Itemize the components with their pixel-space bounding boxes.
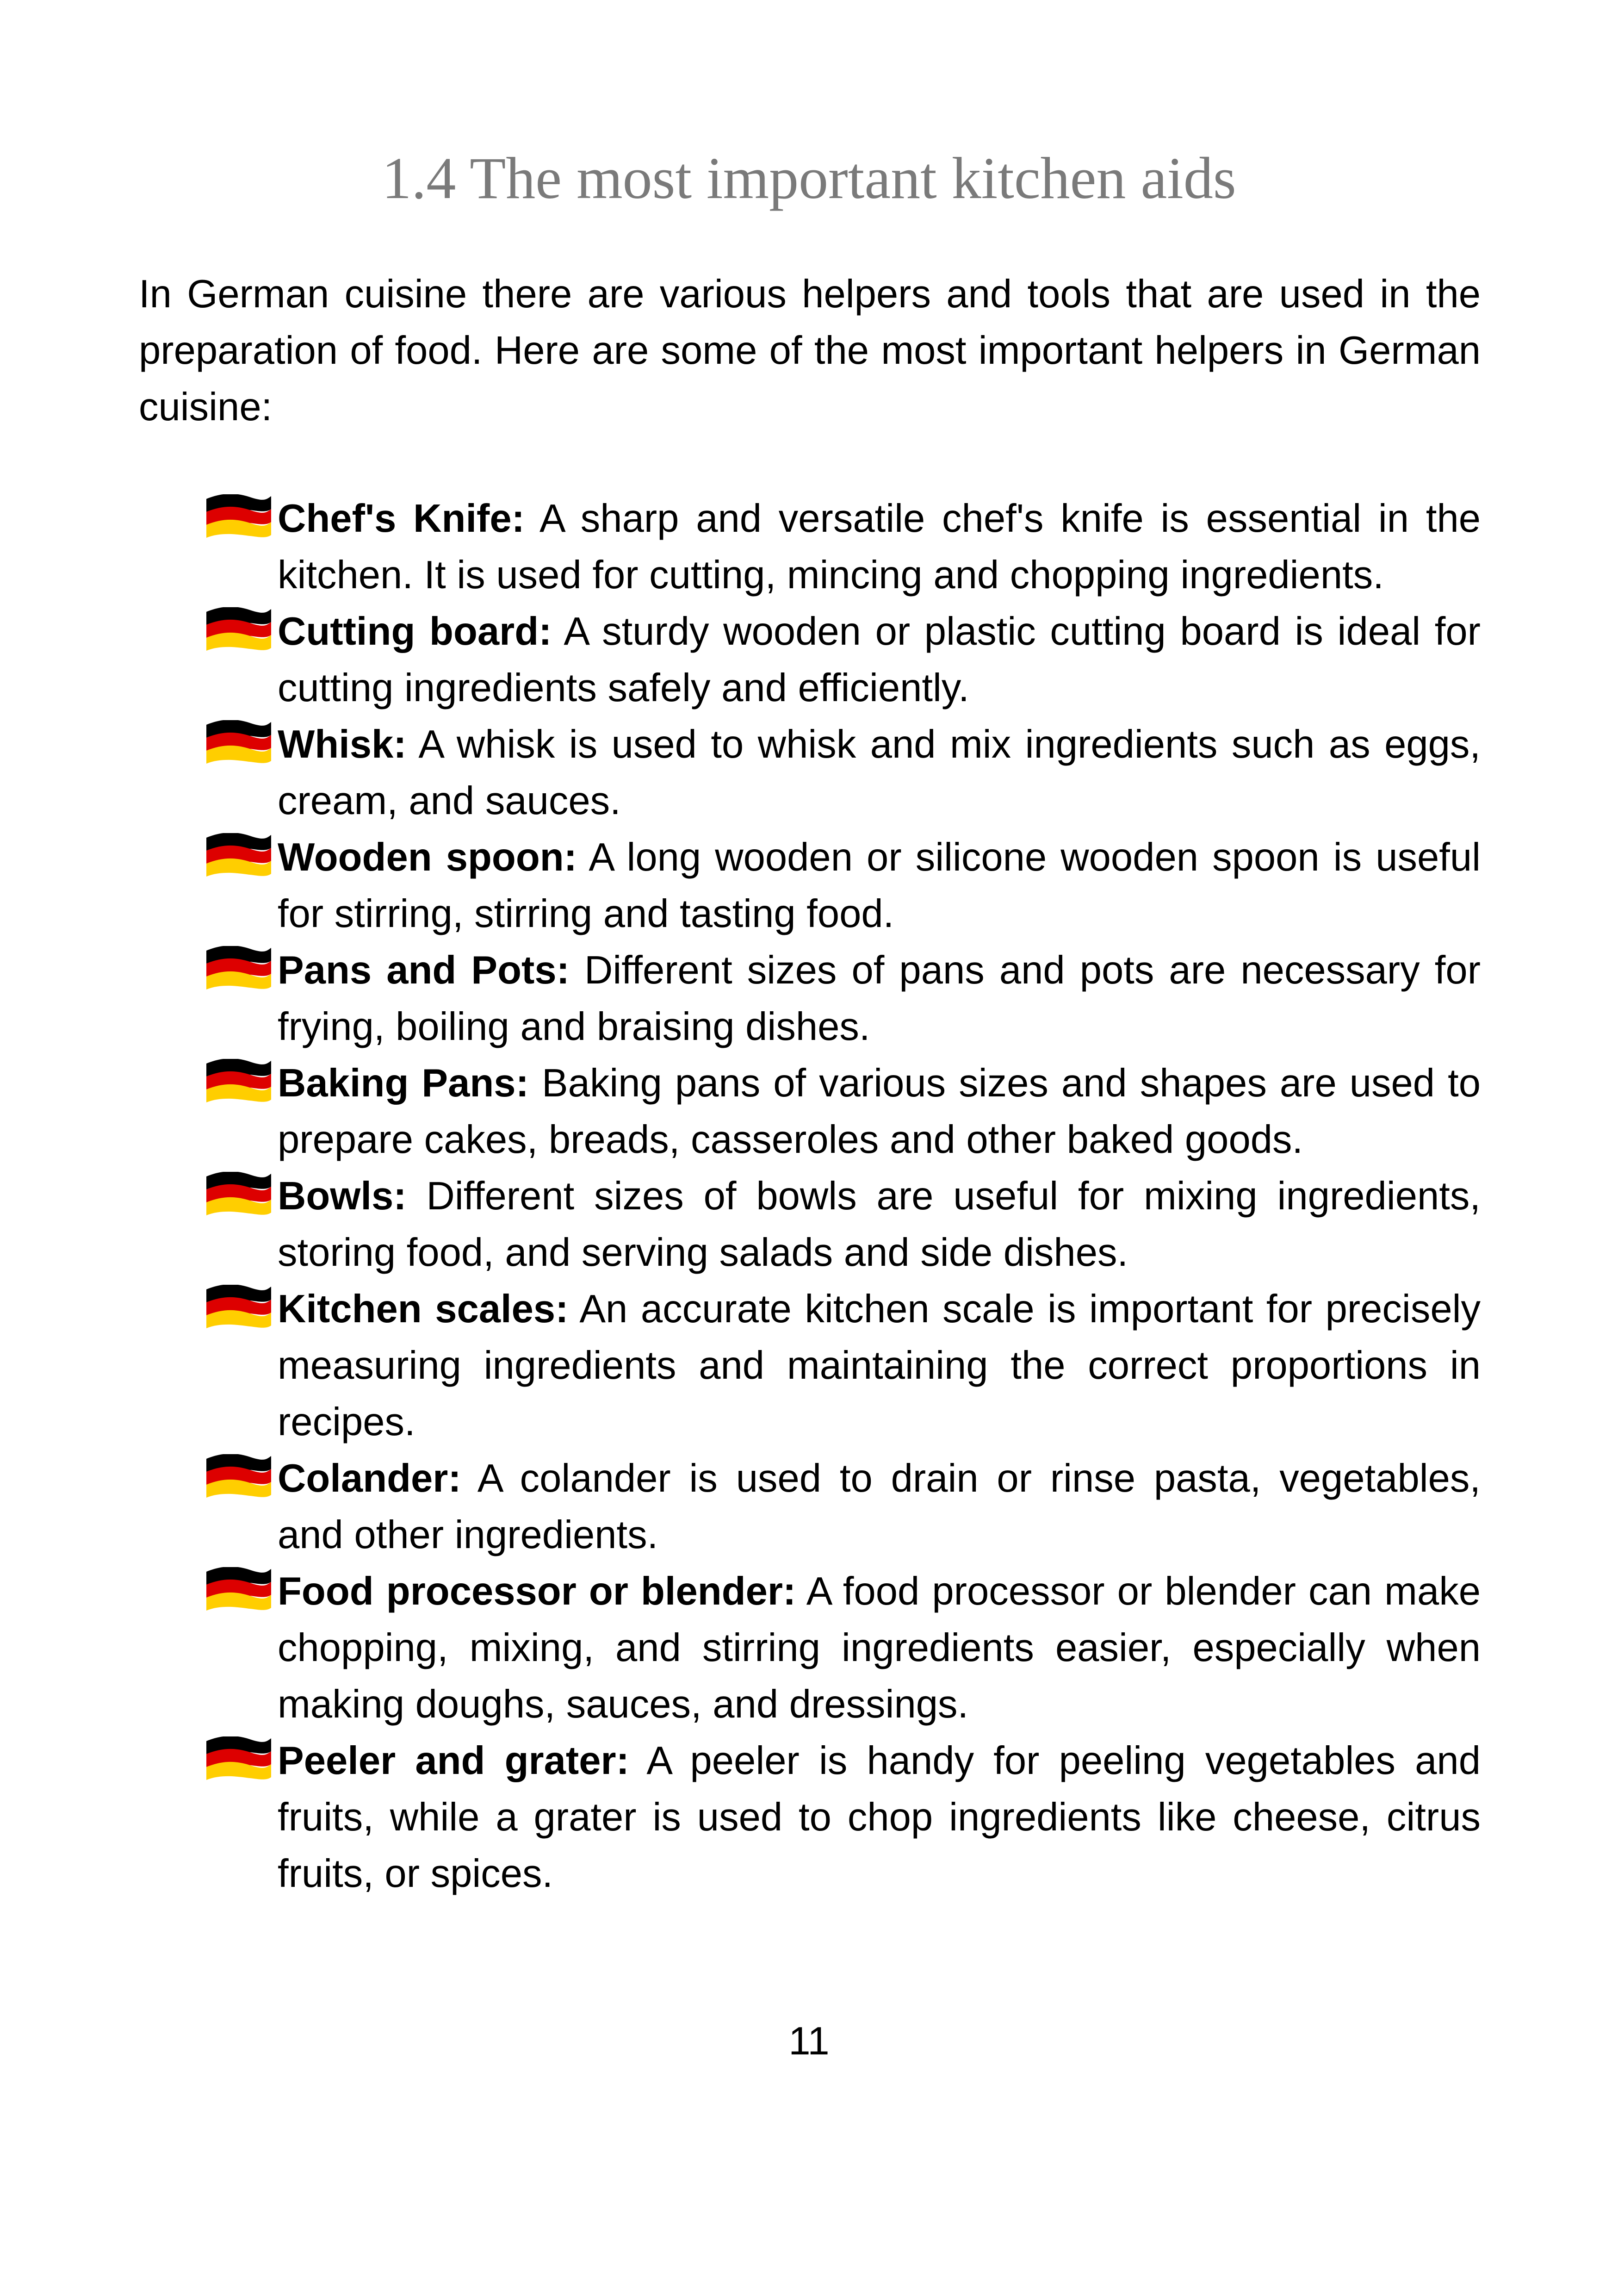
german-flag-icon xyxy=(204,1454,273,1499)
item-term: Pans and Pots: xyxy=(278,948,570,992)
section-heading: 1.4 The most important kitchen aids xyxy=(382,145,1236,211)
list-item xyxy=(204,491,1481,604)
item-term: Colander: xyxy=(278,1456,461,1500)
list-item xyxy=(204,829,1481,942)
list-item xyxy=(204,604,1481,716)
page-number: 11 xyxy=(788,2019,830,2063)
list-item xyxy=(204,716,1481,829)
list-item xyxy=(204,1281,1481,1450)
item-description: A sturdy wooden or plastic cutting board is ideal for cutting ingredients safely and efficiently. xyxy=(278,610,1481,710)
item-description: A long wooden or silicone wooden spoon is useful for stirring, stirring and tasting food. xyxy=(278,835,1481,936)
german-flag-icon xyxy=(204,1736,273,1781)
item-term: Chef's Knife: xyxy=(278,497,525,541)
item-term: Bowls: xyxy=(278,1174,407,1218)
german-flag-icon xyxy=(204,607,273,652)
item-description: A whisk is used to whisk and mix ingredients such as eggs, cream, and sauces. xyxy=(278,722,1481,823)
german-flag-icon xyxy=(204,833,273,877)
item-description: A food processor or blender can make chopping, mixing, and stirring ingredients easier, especially when making doughs, sauces, and dressings. xyxy=(278,1569,1481,1726)
item-term: Kitchen scales: xyxy=(278,1287,569,1331)
item-description: An accurate kitchen scale is important for precisely measuring ingredients and maintaining the correct proportions in recipes. xyxy=(278,1287,1481,1444)
item-term: Baking Pans: xyxy=(278,1061,529,1105)
item-description: A peeler is handy for peeling vegetables and fruits, while a grater is used to chop ingredients like cheese, citrus fruits, or spices. xyxy=(278,1739,1481,1896)
item-description: A colander is used to drain or rinse pasta, vegetables, and other ingredients. xyxy=(278,1456,1481,1557)
list-item xyxy=(204,1450,1481,1563)
item-description: Different sizes of pans and pots are necessary for frying, boiling and braising dishes. xyxy=(278,948,1481,1049)
german-flag-icon xyxy=(204,494,273,539)
item-description: Different sizes of bowls are useful for mixing ingredients, storing food, and serving salads and side dishes. xyxy=(278,1174,1481,1275)
item-term: Whisk: xyxy=(278,722,407,766)
item-term: Food processor or blender: xyxy=(278,1569,796,1613)
german-flag-icon xyxy=(204,1285,273,1329)
item-description: Baking pans of various sizes and shapes are used to prepare cakes, breads, casseroles and other baked goods. xyxy=(278,1061,1481,1162)
item-term: Peeler and grater: xyxy=(278,1739,629,1783)
list-item xyxy=(204,1563,1481,1733)
intro-paragraph: In German cuisine there are various helpers and tools that are used in the preparation of food. Here are some of the most important helpers in German cuisine: xyxy=(139,272,1481,429)
list-item xyxy=(204,1733,1481,1902)
german-flag-icon xyxy=(204,720,273,765)
german-flag-icon xyxy=(204,1567,273,1612)
item-description: A sharp and versatile chef's knife is essential in the kitchen. It is used for cutting, mincing and chopping ingredients. xyxy=(278,497,1481,597)
item-term: Wooden spoon: xyxy=(278,835,577,879)
german-flag-icon xyxy=(204,1172,273,1216)
item-term: Cutting board: xyxy=(278,610,552,653)
german-flag-icon xyxy=(204,946,273,990)
list-item xyxy=(204,1055,1481,1168)
list-item xyxy=(204,942,1481,1055)
list-item xyxy=(204,1168,1481,1281)
german-flag-icon xyxy=(204,1059,273,1103)
kitchen-aids-list xyxy=(204,491,1481,1902)
